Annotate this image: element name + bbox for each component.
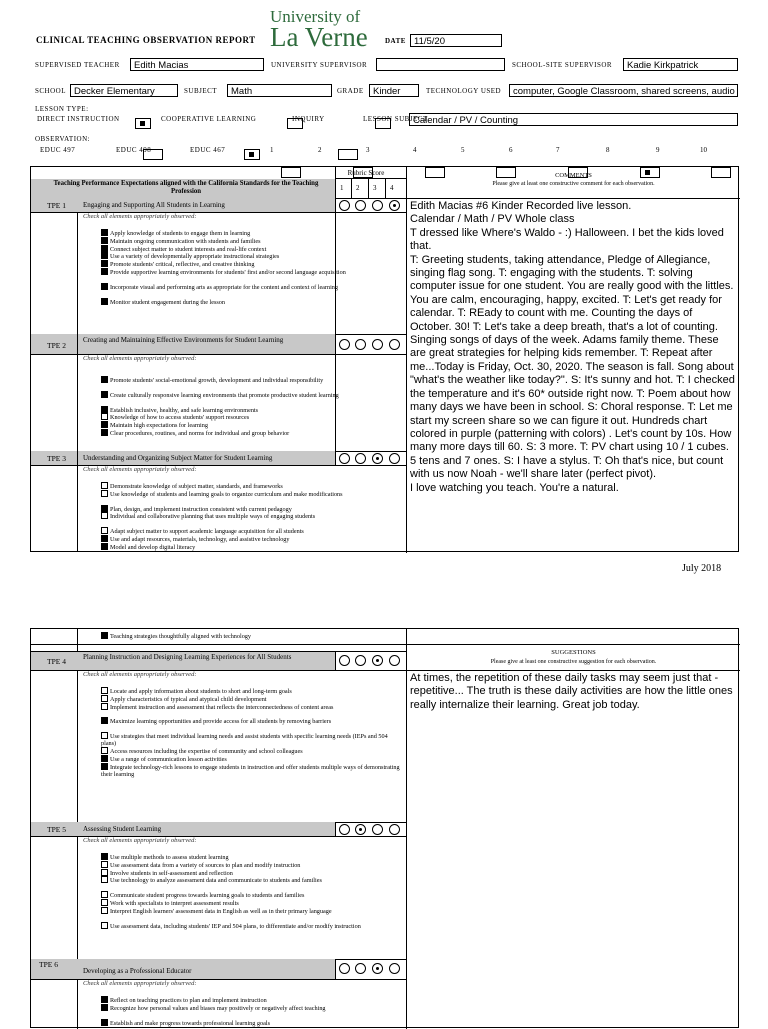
direct-instruction-label: DIRECT INSTRUCTION [37, 115, 120, 123]
tpe3-score-4[interactable] [389, 453, 400, 464]
tpe5-item[interactable] [101, 869, 401, 877]
item-label: Demonstrate knowledge of subject matter, standards, and frameworks [110, 483, 283, 490]
tpe5-score-2[interactable] [355, 824, 366, 835]
direct-instruction-checkbox[interactable] [135, 118, 151, 129]
tpe2-score-3[interactable] [372, 339, 383, 350]
item-checkbox[interactable] [101, 376, 108, 383]
tpe6-score-1[interactable] [339, 963, 350, 974]
item-label: Plan, design, and implement instruction consistent with current pedagogy [110, 505, 292, 513]
tpe4-score-4[interactable] [389, 655, 400, 666]
item-checkbox[interactable] [101, 996, 108, 1003]
score-3-header: 3 [373, 184, 377, 192]
item-label: Use multiple methods to assess student learning [110, 854, 229, 861]
item-checkbox[interactable] [101, 421, 108, 428]
tpe5-item[interactable] [101, 861, 401, 869]
item-checkbox[interactable] [101, 695, 108, 702]
tpe3-item[interactable] [101, 535, 401, 543]
item-label: Access resources including the expertise of community and school colleagues [110, 748, 303, 755]
item-label: Use assessment data, including students' IEP and 504 plans, to differentiate and/or modify instruction [110, 922, 361, 930]
tpe3-score-1[interactable] [339, 453, 350, 464]
tpe6-item[interactable] [101, 996, 401, 1004]
grade-field[interactable]: Kinder [369, 84, 419, 97]
item-checkbox[interactable] [101, 268, 108, 275]
tpe5-score-3[interactable] [372, 824, 383, 835]
tpe5-item[interactable] [101, 876, 401, 884]
comments-subtitle: Please give at least one constructive comment for each observation. [492, 181, 655, 187]
item-label: Implement instruction and assessment that reflects the interconnectedness of content areas [110, 703, 334, 711]
item-checkbox[interactable] [101, 482, 108, 489]
grade-label: GRADE [337, 87, 364, 95]
tpe1-item[interactable] [101, 245, 401, 253]
score-2-header: 2 [356, 184, 360, 192]
item-checkbox[interactable] [101, 413, 108, 420]
item-checkbox[interactable] [101, 252, 108, 259]
observation-label: OBSERVATION: [35, 135, 91, 143]
tpe6-item[interactable] [101, 1004, 401, 1012]
supervised-teacher-label: SUPERVISED TEACHER [35, 61, 120, 69]
tpe4-score-3[interactable] [372, 655, 383, 666]
item-label: Communicate student progress towards learning goals to students and families [110, 892, 305, 900]
item-label: Model and develop digital literacy [110, 543, 196, 551]
tpe-header-text: Teaching Performance Expectations aligned with the California Standards for the Teaching Profession [53, 180, 319, 195]
item-label: Provide supportive learning environments for students' first and/or second language acquisition [110, 269, 346, 276]
tpe-table-page2 [30, 628, 739, 1028]
tpe3-item[interactable] [101, 512, 401, 520]
tpe5-id: TPE 5 [47, 825, 66, 834]
item-label: Maintain ongoing communication with students and families [110, 237, 261, 245]
item-label: Use knowledge of students and learning goals to organize curriculum and make modifications [110, 490, 343, 498]
tpe1-score-4[interactable] [389, 200, 400, 211]
cooperative-learning-label: COOPERATIVE LEARNING [161, 115, 257, 123]
school-site-supervisor-field[interactable]: Kadie Kirkpatrick [623, 58, 738, 71]
obs-num-10: 10 [700, 146, 707, 154]
item-checkbox[interactable] [101, 755, 108, 762]
item-checkbox[interactable] [101, 237, 108, 244]
tpe2-item[interactable] [101, 421, 401, 429]
educ467-checkbox[interactable] [338, 149, 358, 160]
tpe1-item[interactable] [101, 260, 401, 268]
item-label: Clear procedures, routines, and norms for individual and group behavior [110, 430, 290, 437]
tpe2-item[interactable] [101, 376, 401, 384]
item-checkbox[interactable] [101, 703, 108, 710]
carry-over-item: Teaching strategies thoughtfully aligned with technology [101, 632, 251, 640]
obs-num-3: 3 [366, 146, 370, 154]
school-label: SCHOOL [35, 87, 67, 95]
tpe3-id: TPE 3 [47, 454, 66, 463]
item-checkbox[interactable] [101, 260, 108, 267]
item-label: Use and adapt resources, materials, technology, and assistive technology [110, 536, 290, 543]
tpe-table-page1 [30, 166, 739, 552]
obs-num-4: 4 [413, 146, 417, 154]
item-checkbox[interactable] [101, 245, 108, 252]
item-checkbox[interactable] [101, 876, 108, 883]
tpe1-id: TPE 1 [47, 201, 66, 210]
tpe4-id: TPE 4 [47, 657, 66, 666]
tpe3-item[interactable] [101, 505, 401, 513]
educ498-checkbox[interactable] [244, 149, 260, 160]
tpe6-score-2[interactable] [355, 963, 366, 974]
tpe1-item[interactable] [101, 252, 401, 260]
tpe4-score-1[interactable] [339, 655, 350, 666]
item-label: Apply characteristics of typical and atypical child development [110, 695, 267, 703]
suggestions-text[interactable]: At times, the repetition of these daily tasks may seem just that - repetitive... The truth is these daily activities are how the little ones really internalize their learning. Great job today. [410, 672, 733, 711]
rubric-score-label: Rubric Score [347, 169, 385, 177]
item-label: Monitor student engagement during the lesson [110, 298, 225, 306]
lesson-subject-label: LESSON SUBJECT [363, 115, 428, 123]
tpe2-check-note: Check all elements appropriately observed: [83, 355, 197, 362]
item-checkbox[interactable] [101, 505, 108, 512]
tpe6-title: Developing as a Professional Educator [83, 967, 192, 975]
item-checkbox[interactable] [101, 922, 108, 929]
suggestions-subtitle: Please give at least one constructive suggestion for each observation. [490, 659, 657, 665]
item-label: Reflect on teaching practices to plan and implement instruction [110, 997, 267, 1004]
item-label: Involve students in self-assessment and reflection [110, 869, 233, 877]
item-checkbox[interactable] [101, 527, 108, 534]
inquiry-label: INQUIRY [292, 115, 325, 123]
item-label: Interpret English learners' assessment data in English as well as in their primary language [110, 907, 332, 915]
item-checkbox[interactable] [101, 429, 108, 436]
item-label: Establish inclusive, healthy, and safe learning environments [110, 406, 259, 414]
tpe1-score-3[interactable] [372, 200, 383, 211]
item-label: Integrate technology-rich lessons to engage students in instruction and offer students multiple ways of demonstrating their learning [101, 763, 400, 778]
item-label: Maintain high expectations for learning [110, 422, 208, 430]
technology-field[interactable]: computer, Google Classroom, shared screens, audio [509, 84, 738, 97]
tpe5-title: Assessing Student Learning [83, 825, 162, 833]
score-1-header: 1 [340, 184, 344, 192]
university-logo [270, 7, 368, 52]
obs-num-6: 6 [509, 146, 513, 154]
item-checkbox[interactable] [101, 391, 108, 398]
comments-text[interactable]: Edith Macias #6 Kinder Recorded live lesson. Calendar / Math / PV Whole class T dressed like Where's Waldo - :) Halloween. I bet the kids loved that. T: Greeting students, taking attendance, Pledge of Allegiance, singing flag song. T: engaging with the students. T: solving computer issue for one student. You are really good with the littles. You are calm, encouraging, happy, excited. T: Let's get ready for calendar. T: REady to count with me. Counting the days of October. 30! T: Let's take a deep breath, that's a lot of counting. Singing songs of days of the week. Adams family theme. These are great strategies for helping kids remember. T: Repeat after me...Today is Friday, Oct. 30, 2020. The season is fall. Song about "what's the weather like today?". S: It's sunny and hot. T: I checked the temperature and it's 60* outside right now. T: Poem about how many days we have been in school. S: Choral response. T: Let me start my screen share so we can figure it out. Hundreds chart colored in purple (patterning with colors) . Let's count by 10s. How many more days till 60. S: 3 more. T: PV chart using 10 / 1 cubes. 5 tens and 7 ones. S: I have a stylus. T: Oh that's nice, but count with us now Noah - we'll share later (perfect pivot). I love watching you teach. You're a natural. [410, 200, 735, 494]
tpe1-check-note: Check all elements appropriately observed: [83, 213, 197, 220]
item-label: Use assessment data from a variety of sources to plan and modify instruction [110, 861, 301, 869]
comments-title: COMMENTS [555, 172, 592, 179]
tpe3-item[interactable] [101, 543, 401, 551]
school-site-supervisor-label: SCHOOL-SITE SUPERVISOR [512, 61, 613, 69]
item-checkbox[interactable] [101, 512, 108, 519]
tpe5-item[interactable] [101, 922, 401, 930]
date-label: DATE [385, 37, 406, 45]
item-label: Knowledge of how to access students' support resources [110, 414, 250, 422]
item-checkbox[interactable] [101, 229, 108, 236]
item-checkbox[interactable] [101, 891, 108, 898]
tpe5-item[interactable] [101, 899, 401, 907]
item-checkbox[interactable] [101, 406, 108, 413]
item-label: Recognize how personal values and biases may positively or negatively affect teaching [110, 1004, 326, 1012]
tpe5-item[interactable] [101, 907, 401, 915]
tpe4-item[interactable] [101, 717, 401, 725]
tpe1-title: Engaging and Supporting All Students in Learning [83, 201, 225, 209]
item-checkbox[interactable] [101, 732, 108, 739]
tpe3-score-3[interactable] [372, 453, 383, 464]
tpe1-score-2[interactable] [355, 200, 366, 211]
tpe4-title: Planning Instruction and Designing Learning Experiences for All Students [83, 653, 292, 661]
footer-date: July 2018 [682, 563, 722, 574]
item-checkbox[interactable] [101, 1019, 108, 1026]
tpe6-id: TPE 6 [39, 960, 58, 969]
tpe5-item[interactable] [101, 891, 401, 899]
lesson-subject-field[interactable]: Calendar / PV / Counting [409, 113, 738, 126]
item-label: Work with specialists to interpret assessment results [110, 900, 239, 907]
item-checkbox[interactable] [101, 543, 108, 550]
subject-field[interactable]: Math [227, 84, 332, 97]
item-label: Apply knowledge of students to engage them in learning [110, 230, 251, 237]
tpe4-check-note: Check all elements appropriately observed: [83, 671, 197, 678]
university-supervisor-label: UNIVERSITY SUPERVISOR [271, 61, 368, 69]
tpe3-item[interactable] [101, 527, 401, 535]
item-checkbox[interactable] [101, 899, 108, 906]
obs-num-9: 9 [656, 146, 660, 154]
logo-top: University of [270, 7, 361, 26]
tpe3-item[interactable] [101, 482, 401, 490]
tpe4-item[interactable] [101, 747, 401, 755]
tpe6-score-3[interactable] [372, 963, 383, 974]
tpe2-item[interactable] [101, 406, 401, 414]
item-checkbox[interactable] [101, 747, 108, 754]
tpe4-score-2[interactable] [355, 655, 366, 666]
tpe4-item[interactable] [101, 703, 401, 711]
item-label: Adapt subject matter to support academic language acquisition for all students [110, 528, 304, 536]
tpe1-item[interactable] [101, 229, 401, 237]
obs-num-7: 7 [556, 146, 560, 154]
tpe5-score-1[interactable] [339, 824, 350, 835]
tpe5-item[interactable] [101, 853, 401, 861]
tpe5-score-4[interactable] [389, 824, 400, 835]
tpe1-item[interactable] [101, 283, 401, 291]
item-checkbox[interactable] [101, 907, 108, 914]
tpe2-score-1[interactable] [339, 339, 350, 350]
obs-num-8: 8 [606, 146, 610, 154]
tpe2-title: Creating and Maintaining Effective Environments for Student Learning [83, 336, 284, 344]
tpe1-item[interactable] [101, 268, 401, 276]
tpe1-item[interactable] [101, 237, 401, 245]
tpe4-item[interactable] [101, 695, 401, 703]
tpe4-item[interactable] [101, 687, 401, 695]
item-label: Use a range of communication lesson activities [110, 755, 227, 763]
score-4-header: 4 [390, 184, 394, 192]
item-checkbox[interactable] [101, 1004, 108, 1011]
tpe6-score-4[interactable] [389, 963, 400, 974]
tpe2-score-4[interactable] [389, 339, 400, 350]
tpe5-check-note: Check all elements appropriately observed: [83, 837, 197, 844]
tpe2-score-2[interactable] [355, 339, 366, 350]
tpe3-item[interactable] [101, 490, 401, 498]
educ498-label: EDUC 498 [116, 146, 152, 154]
item-label: Use strategies that meet individual learning needs and assist students with specific learning needs (IEPs and 504 plans) [101, 733, 388, 748]
item-label: Create culturally responsive learning environments that promote productive student learning [110, 391, 339, 399]
suggestions-title: SUGGESTIONS [551, 649, 596, 656]
tpe4-item[interactable] [101, 732, 401, 747]
item-checkbox[interactable] [101, 490, 108, 497]
tpe3-check-note: Check all elements appropriately observed: [83, 466, 197, 473]
tpe6-check-note: Check all elements appropriately observed: [83, 980, 197, 987]
item-checkbox[interactable] [101, 861, 108, 868]
educ497-label: EDUC 497 [40, 146, 76, 154]
obs-num-5: 5 [461, 146, 465, 154]
report-title: CLINICAL TEACHING OBSERVATION REPORT [36, 35, 256, 45]
item-label: Promote students' critical, reflective, and creative thinking [110, 261, 255, 269]
item-checkbox[interactable] [101, 298, 108, 305]
tpe2-item[interactable] [101, 413, 401, 421]
item-label: Individual and collaborative planning that uses multiple ways of engaging students [110, 513, 316, 521]
item-checkbox[interactable] [101, 283, 108, 290]
item-checkbox[interactable] [101, 763, 108, 770]
supervised-teacher-field[interactable]: Edith Macias [130, 58, 264, 71]
tpe1-score-1[interactable] [339, 200, 350, 211]
tpe3-title: Understanding and Organizing Subject Matter for Student Learning [83, 454, 273, 462]
item-label: Locate and apply information about students to short and long-term goals [110, 688, 292, 695]
logo-bottom: La Verne [270, 22, 368, 52]
item-checkbox[interactable] [101, 853, 108, 860]
item-label: Establish and make progress towards professional learning goals [110, 1019, 270, 1027]
item-label: Incorporate visual and performing arts as appropriate for the content and context of learning [110, 283, 338, 291]
obs-num-1: 1 [270, 146, 274, 154]
tpe4-item[interactable] [101, 763, 401, 778]
item-checkbox[interactable] [101, 535, 108, 542]
item-checkbox[interactable] [101, 717, 108, 724]
tpe2-id: TPE 2 [47, 341, 66, 350]
educ467-label: EDUC 467 [190, 146, 226, 154]
school-field[interactable]: Decker Elementary [70, 84, 178, 97]
item-checkbox[interactable] [101, 869, 108, 876]
item-label: Promote students' social-emotional growth, development and individual responsibility [110, 377, 324, 384]
university-supervisor-field[interactable] [376, 58, 505, 71]
tpe2-item[interactable] [101, 391, 401, 399]
item-label: Use a variety of developmentally appropriate instructional strategies [110, 253, 280, 261]
item-label: Maximize learning opportunities and provide access for all students by removing barriers [110, 718, 332, 726]
obs-num-2: 2 [318, 146, 322, 154]
tpe4-item[interactable] [101, 755, 401, 763]
date-field[interactable]: 11/5/20 [410, 34, 502, 47]
tpe6-item[interactable] [101, 1019, 401, 1027]
tpe3-score-2[interactable] [355, 453, 366, 464]
tpe1-item[interactable] [101, 298, 401, 306]
item-label: Use technology to analyze assessment data and communicate to students and families [110, 877, 322, 885]
tpe2-item[interactable] [101, 429, 401, 437]
item-checkbox[interactable] [101, 687, 108, 694]
lesson-type-label: LESSON TYPE: [35, 105, 89, 113]
technology-label: TECHNOLOGY USED [426, 87, 502, 95]
subject-label: SUBJECT [184, 87, 218, 95]
item-label: Connect subject matter to student interests and real-life context [110, 245, 267, 253]
